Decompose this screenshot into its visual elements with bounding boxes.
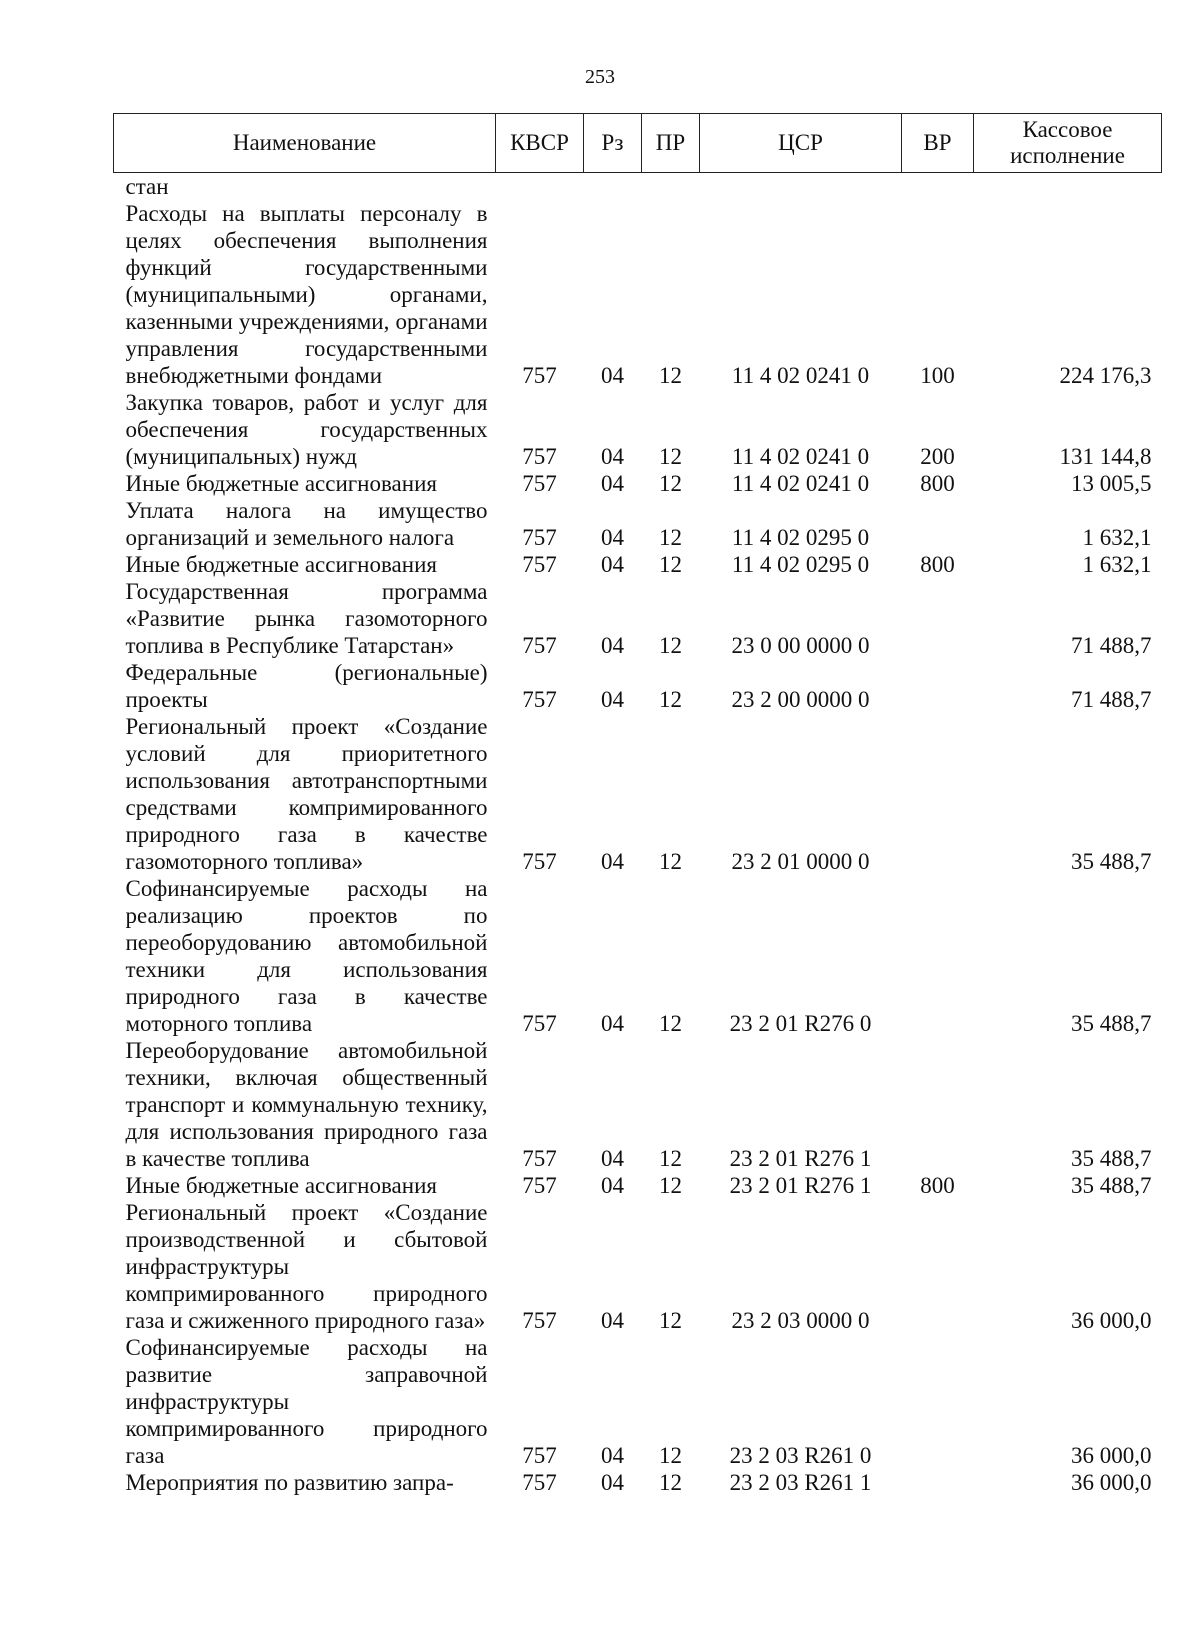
cell-sum: 35 488,7 (1071, 849, 1152, 874)
cell-pr: 12 (659, 1173, 682, 1198)
cell-pr: 12 (659, 1308, 682, 1333)
cell-kvsr: 757 (522, 1173, 557, 1198)
cell-csr: 23 2 00 0000 0 (731, 687, 870, 712)
cell-csr: 11 4 02 0241 0 (731, 471, 870, 496)
cell-csr: 11 4 02 0241 0 (731, 363, 870, 388)
cell-rz: 04 (601, 363, 624, 388)
cell-name: стан (125, 174, 169, 199)
header-csr: ЦСР (700, 114, 902, 173)
cell-name: Иные бюджетные ассигнования (125, 552, 437, 577)
page-number: 253 (585, 66, 615, 88)
cell-pr: 12 (659, 1470, 682, 1495)
cell-rz: 04 (601, 1146, 624, 1171)
cell-name: Расходы на выплаты персоналу в целях обеспечения выполнения функций государственными (муниципальными) органами, казенными учреждениями, органами управления государственными внебюджетными фондами (125, 201, 488, 388)
cell-kvsr: 757 (522, 1470, 557, 1495)
table-row (114, 1199, 1162, 1334)
cell-sum: 71 488,7 (1071, 633, 1152, 658)
cell-kvsr: 757 (522, 1308, 557, 1333)
cell-csr: 11 4 02 0295 0 (731, 552, 870, 577)
cell-csr: 23 2 03 0000 0 (731, 1308, 870, 1333)
table-row (114, 1334, 1162, 1469)
cell-vr: 100 (920, 363, 955, 388)
cell-kvsr: 757 (522, 1146, 557, 1171)
table-row (114, 713, 1162, 875)
header-kvsr: КВСР (496, 114, 584, 173)
cell-sum: 1 632,1 (1082, 525, 1152, 550)
cell-csr: 23 2 01 R276 1 (729, 1146, 872, 1171)
cell-name: Государственная программа «Развитие рынка газомоторного топлива в Республике Татарстан» (125, 579, 488, 658)
cell-pr: 12 (659, 1443, 682, 1468)
cell-kvsr: 757 (522, 525, 557, 550)
cell-pr: 12 (659, 525, 682, 550)
budget-table (113, 113, 1162, 1496)
cell-rz: 04 (601, 1011, 624, 1036)
table-row (114, 497, 1162, 551)
cell-vr (902, 875, 974, 1037)
table-header (114, 114, 1162, 173)
cell-vr (902, 1199, 974, 1334)
cell-name: Софинансируемые расходы на реализацию проектов по переоборудованию автомобильной техники для использования природного газа в качестве моторного топлива (125, 876, 488, 1036)
cell-csr: 23 2 03 R261 0 (729, 1443, 872, 1468)
header-vr: ВР (902, 114, 974, 173)
table-row (114, 875, 1162, 1037)
cell-kvsr: 757 (522, 1443, 557, 1468)
table-row (114, 1037, 1162, 1172)
cell-sum: 35 488,7 (1071, 1011, 1152, 1036)
table-row (114, 551, 1162, 578)
cell-rz: 04 (601, 1173, 624, 1198)
header-sum: Кассовое исполнение (974, 114, 1162, 173)
table-row (114, 470, 1162, 497)
cell-pr (642, 173, 700, 201)
cell-csr: 11 4 02 0295 0 (731, 525, 870, 550)
cell-rz: 04 (601, 552, 624, 577)
cell-pr: 12 (659, 849, 682, 874)
cell-csr: 23 2 03 R261 1 (729, 1470, 872, 1495)
cell-kvsr (496, 173, 584, 201)
cell-vr (902, 497, 974, 551)
cell-kvsr: 757 (522, 1011, 557, 1036)
cell-name: Софинансируемые расходы на развитие заправочной инфраструктуры компримированного природного газа (125, 1335, 488, 1468)
cell-vr (902, 1037, 974, 1172)
cell-sum: 71 488,7 (1071, 687, 1152, 712)
cell-sum (974, 173, 1162, 201)
cell-vr (902, 578, 974, 659)
cell-csr: 23 0 00 0000 0 (731, 633, 870, 658)
cell-vr: 200 (920, 444, 955, 469)
cell-rz: 04 (601, 1308, 624, 1333)
cell-kvsr: 757 (522, 687, 557, 712)
cell-csr: 23 2 01 R276 1 (729, 1173, 872, 1198)
cell-pr: 12 (659, 552, 682, 577)
table-row (114, 1469, 1162, 1496)
cell-rz (584, 173, 642, 201)
cell-kvsr: 757 (522, 471, 557, 496)
cell-sum: 13 005,5 (1071, 471, 1152, 496)
cell-rz: 04 (601, 1470, 624, 1495)
cell-pr: 12 (659, 363, 682, 388)
header-name: Наименование (114, 114, 496, 173)
table-row (114, 578, 1162, 659)
cell-rz: 04 (601, 687, 624, 712)
cell-name: Закупка товаров, работ и услуг для обеспечения государственных (муниципальных) нужд (125, 390, 488, 469)
cell-sum: 35 488,7 (1071, 1173, 1152, 1198)
cell-name: Иные бюджетные ассигнования (125, 471, 437, 496)
cell-name: Переоборудование автомобильной техники, включая общественный транспорт и коммунальную технику, для использования природного газа в качестве топлива (125, 1038, 488, 1171)
cell-rz: 04 (601, 444, 624, 469)
table-body (114, 173, 1162, 1497)
cell-sum: 36 000,0 (1071, 1470, 1152, 1495)
cell-rz: 04 (601, 633, 624, 658)
cell-kvsr: 757 (522, 633, 557, 658)
cell-pr: 12 (659, 633, 682, 658)
header-rz: Рз (584, 114, 642, 173)
cell-rz: 04 (601, 471, 624, 496)
cell-sum: 36 000,0 (1071, 1308, 1152, 1333)
cell-vr (902, 659, 974, 713)
table-row (114, 659, 1162, 713)
cell-name: Уплата налога на имущество организаций и земельного налога (125, 498, 488, 550)
cell-pr: 12 (659, 444, 682, 469)
table-row (114, 173, 1162, 201)
cell-vr (902, 1334, 974, 1469)
cell-name: Иные бюджетные ассигнования (125, 1173, 437, 1198)
table-row (114, 1172, 1162, 1199)
cell-sum: 1 632,1 (1082, 552, 1152, 577)
cell-rz: 04 (601, 1443, 624, 1468)
cell-csr: 23 2 01 R276 0 (729, 1011, 872, 1036)
cell-kvsr: 757 (522, 552, 557, 577)
cell-sum: 224 176,3 (1059, 363, 1152, 388)
cell-csr: 11 4 02 0241 0 (731, 444, 870, 469)
cell-vr: 800 (920, 552, 955, 577)
table-row (114, 200, 1162, 389)
header-pr: ПР (642, 114, 700, 173)
cell-kvsr: 757 (522, 849, 557, 874)
cell-sum: 131 144,8 (1059, 444, 1152, 469)
cell-vr (902, 1469, 974, 1496)
cell-vr (902, 173, 974, 201)
cell-csr: 23 2 01 0000 0 (731, 849, 870, 874)
cell-kvsr: 757 (522, 444, 557, 469)
cell-pr: 12 (659, 471, 682, 496)
table-row (114, 389, 1162, 470)
cell-rz: 04 (601, 525, 624, 550)
cell-kvsr: 757 (522, 363, 557, 388)
cell-rz: 04 (601, 849, 624, 874)
cell-pr: 12 (659, 687, 682, 712)
cell-pr: 12 (659, 1011, 682, 1036)
cell-name: Региональный проект «Создание условий для приоритетного использования автотранспортными средствами компримированного природного газа в качестве газомоторного топлива» (125, 714, 488, 874)
cell-name: Региональный проект «Создание производственной и сбытовой инфраструктуры компримированного природного газа и сжиженного природного газа» (125, 1200, 488, 1333)
cell-vr (902, 713, 974, 875)
cell-sum: 36 000,0 (1071, 1443, 1152, 1468)
cell-vr: 800 (920, 471, 955, 496)
cell-name: Мероприятия по развитию запра- (125, 1470, 454, 1495)
cell-sum: 35 488,7 (1071, 1146, 1152, 1171)
cell-vr: 800 (920, 1173, 955, 1198)
cell-name: Федеральные (региональные) проекты (125, 660, 488, 712)
cell-csr (700, 173, 902, 201)
cell-pr: 12 (659, 1146, 682, 1171)
